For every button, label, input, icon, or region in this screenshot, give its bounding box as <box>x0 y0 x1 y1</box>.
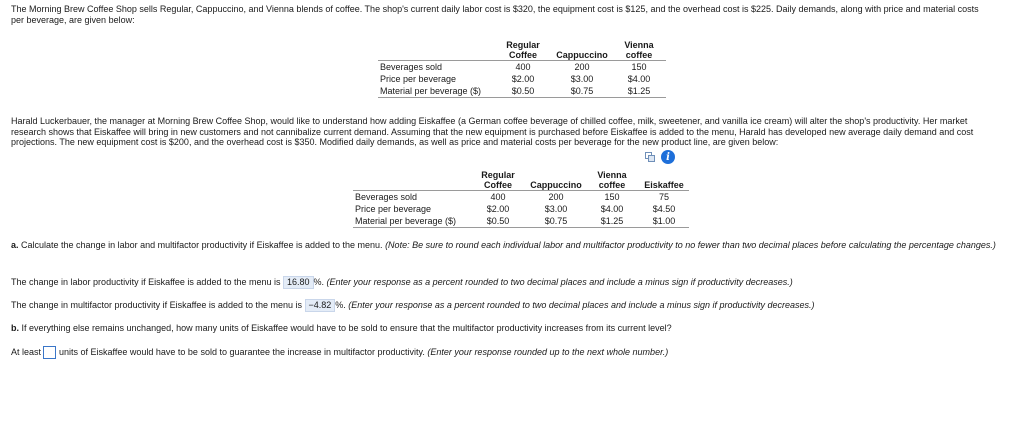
table-cell: $1.25 <box>612 85 666 98</box>
table-cell: 150 <box>585 191 639 204</box>
corner-cell <box>378 40 494 61</box>
table-row <box>378 85 666 98</box>
question-a-text: Calculate the change in labor and multifactor productivity if Eiskaffee is added to the menu. <box>18 240 386 250</box>
units-answer-suffix: units of Eiskaffee would have to be sold to guarantee the increase in multifactor productivity. <box>59 347 425 357</box>
multifactor-answer-prefix: The change in multifactor productivity if Eiskaffee is added to the menu is <box>11 300 305 310</box>
table-row <box>353 203 689 215</box>
table-cell: 75 <box>639 191 689 204</box>
labor-productivity-answer-row <box>11 276 793 289</box>
row-label: Price per beverage <box>355 204 432 214</box>
question-a <box>11 240 1001 251</box>
units-answer-input[interactable] <box>43 346 56 359</box>
header-cappuccino: Cappuccino <box>530 180 582 190</box>
copy-icon[interactable] <box>645 152 655 162</box>
row-label: Beverages sold <box>378 61 494 74</box>
table-cell: $0.50 <box>469 215 527 228</box>
scenario-line-3: projections. The new equipment cost is $200, and the overhead cost is $350. Modified daily demands, as well as price and material costs per beverage for the new product line, are given below: <box>11 137 779 147</box>
multifactor-productivity-answer[interactable]: −4.82 <box>305 299 336 312</box>
header-vienna-coffee: Vienna coffee <box>597 170 627 190</box>
table-cell: $0.75 <box>527 215 585 228</box>
question-b <box>11 323 672 334</box>
labor-answer-prefix: The change in labor productivity if Eiskaffee is added to the menu is <box>11 277 283 287</box>
scenario-paragraph <box>11 116 1011 148</box>
table-cell: $1.00 <box>639 215 689 228</box>
table-cell: $1.25 <box>585 215 639 228</box>
labor-answer-hint: (Enter your response as a percent rounded to two decimal places and include a minus sign if productivity decreases.) <box>326 277 793 287</box>
labor-productivity-answer[interactable]: 16.80 <box>283 276 314 289</box>
table-tools <box>645 150 675 164</box>
labor-answer-suffix: %. <box>313 277 327 287</box>
table-cell: 400 <box>494 61 552 74</box>
header-cappuccino: Cappuccino <box>556 50 608 60</box>
question-a-note: (Note: Be sure to round each individual labor and multifactor productivity to no fewer than two decimal places before calculating the percentage changes.) <box>385 240 996 250</box>
table-cell: 400 <box>469 191 527 204</box>
table-cell: $2.00 <box>486 204 510 214</box>
table-row <box>378 61 666 74</box>
question-b-text: If everything else remains unchanged, how many units of Eiskaffee would have to be sold to ensure that the multifactor productivity increases from its current level? <box>19 323 672 333</box>
scenario-line-2: research shows that Eiskaffee will bring in new customers and not cannibalize current demand. Assuming that the new equipment is purchased before Eiskaffee is added to the menu, Harald has developed new average daily demand and cost <box>11 126 974 137</box>
intro-line-2: per beverage, are given below: <box>11 14 135 25</box>
intro-paragraph <box>11 4 1011 25</box>
table-row <box>378 73 666 85</box>
table-cell: $4.00 <box>627 74 651 84</box>
table-cell: $3.00 <box>544 204 568 214</box>
header-regular-coffee: Regular Coffee <box>481 170 515 190</box>
header-eiskaffee: Eiskaffee <box>644 180 684 190</box>
row-label: Beverages sold <box>353 191 469 204</box>
table-cell: $2.00 <box>511 74 535 84</box>
row-label: Price per beverage <box>380 74 457 84</box>
table-cell: $4.50 <box>652 204 676 214</box>
table-row <box>353 215 689 228</box>
units-answer-row <box>11 346 668 359</box>
modified-data-table <box>353 170 689 228</box>
multifactor-answer-suffix: %. <box>335 300 349 310</box>
header-vienna-coffee: Vienna coffee <box>624 40 654 60</box>
units-answer-prefix: At least <box>11 347 42 357</box>
corner-cell <box>353 170 469 191</box>
multifactor-productivity-answer-row <box>11 299 815 312</box>
intro-line-1: The Morning Brew Coffee Shop sells Regular, Cappuccino, and Vienna blends of coffee. The shop's current daily labor cost is $320, the equipment cost is $125, and the overhead cost is $225. Daily demands, along with price and material costs <box>11 4 979 14</box>
multifactor-answer-hint: (Enter your response as a percent rounded to two decimal places and include a minus sign if productivity decreases.) <box>348 300 815 310</box>
table-cell: $0.50 <box>494 85 552 98</box>
table-cell: 200 <box>552 61 612 74</box>
table-cell: $3.00 <box>570 74 594 84</box>
table-cell: 200 <box>527 191 585 204</box>
question-b-label: b. <box>11 323 19 333</box>
table-cell: $4.00 <box>600 204 624 214</box>
current-data-table <box>378 40 666 98</box>
row-label: Material per beverage ($) <box>378 85 494 98</box>
scenario-line-1: Harald Luckerbauer, the manager at Morning Brew Coffee Shop, would like to understand how adding Eiskaffee (a German coffee beverage of chilled coffee, milk, sweetener, and vanilla ice cream) will alter the shop's productivity. Her market <box>11 116 968 126</box>
question-a-label: a. <box>11 240 19 250</box>
table-row <box>353 191 689 204</box>
row-label: Material per beverage ($) <box>353 215 469 228</box>
units-answer-hint: (Enter your response rounded up to the next whole number.) <box>427 347 669 357</box>
info-icon[interactable]: i <box>661 150 675 164</box>
table-cell: 150 <box>612 61 666 74</box>
header-regular-coffee: Regular Coffee <box>506 40 540 60</box>
table-cell: $0.75 <box>552 85 612 98</box>
